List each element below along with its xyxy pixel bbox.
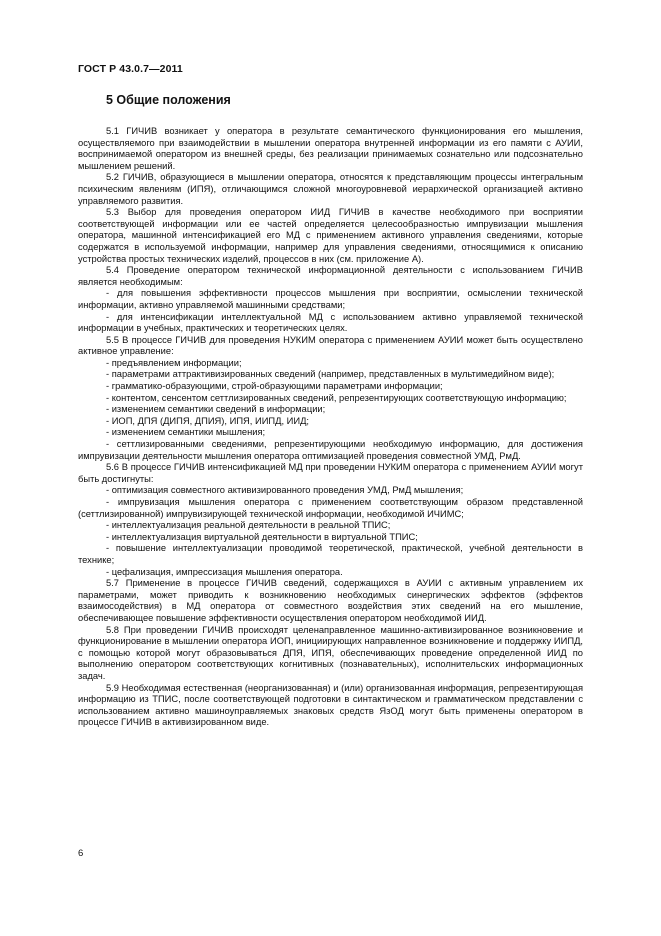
paragraph-5-2: 5.2 ГИЧИВ, образующиеся в мышлении оператора, относятся к представляющим процессы интегральным психическим явлениям (ИПЯ), отличающимся сложной многоуровневой иерархической организацией активно управляемого развития. bbox=[78, 172, 583, 206]
list-item: - для повышения эффективности процессов мышления при восприятии, осмыслении технической информации, активно управляемой машинными средствами; bbox=[78, 288, 583, 310]
list-item: - изменением семантики сведений в информации; bbox=[106, 404, 326, 415]
list-item: - грамматико-образующими, строй-образующими параметрами информации; bbox=[106, 381, 443, 392]
list-item: - цефализация, импрессизация мышления оператора. bbox=[106, 566, 343, 577]
list-item: - параметрами аттрактивизированных сведений (например, представленных в мультимедийном виде); bbox=[106, 369, 555, 380]
section-body bbox=[78, 126, 583, 729]
paragraph-5-7: 5.7 Применение в процессе ГИЧИВ сведений, содержащихся в АУИИ с активным управлением их параметрами, может приводить к возникновению необходимых синергических эффектов (эффектов взаимосодействия) в МД оператора от совместного воздействия этих сведений на его мышление, обеспечивающее повышение эффективности осуществления оператором необходимой ИИД. bbox=[78, 578, 583, 623]
paragraph-5-9: 5.9 Необходимая естественная (неорганизованная) и (или) организованная информация, репрезентирующая информацию из ТПИС, после соответствующей подготовки в синтактическом и грамматическом представлении с использованием активно машиноуправляемых знаковых средств ЯзОД могут быть применены оператором в процессе ГИЧИВ в активизированном виде. bbox=[78, 682, 583, 728]
list-item: - контентом, сенсентом сеттлизированных сведений, репрезентирующих соответствующую информацию; bbox=[106, 392, 567, 403]
list-item: - для интенсификации интеллектуальной МД с использованием активно управляемой технической информации в учебных, практических и теоретических целях. bbox=[78, 311, 583, 334]
list-item: - ИОП, ДПЯ (ДИПЯ, ДПИЯ), ИПЯ, ИИПД, ИИД; bbox=[106, 415, 310, 426]
list-item: - сеттлизированными сведениями, репрезентирующими необходимую информацию, для достижения импрувизации деятельности мышления оператора оптимизацией проведения совместной УМД, РмД. bbox=[78, 439, 583, 461]
list-item: - предъявлением информации; bbox=[106, 357, 242, 368]
page-number: 6 bbox=[78, 848, 84, 859]
list-item: - повышение интеллектуализации проводимой теоретической, практической, учебной деятельности в технике; bbox=[78, 543, 583, 565]
paragraph-5-4: 5.4 Проведение оператором технической информационной деятельности с использованием ГИЧИВ является необходимым: bbox=[78, 265, 583, 287]
paragraph-5-3: 5.3 Выбор для проведения оператором ИИД ГИЧИВ в качестве необходимого при восприятии соответствующей информации или ее частей определяется целесообразностью импрувизации мышления оператора, машинной интенсификацией его МД с применением активного управления сведениями, которые содержатся в используемой информации, например для управления сведениями, относящимися к описанию устройства простых технических изделий, процессов в них (см. приложение А). bbox=[78, 207, 583, 264]
list-item: - импрувизация мышления оператора с применением соответствующим образом представленной (сеттлизированной) импрувизирующей технической информации, необходимой ИЧИМС; bbox=[78, 497, 583, 519]
list-item: - изменением семантики мышления; bbox=[106, 427, 266, 438]
paragraph-5-5: 5.5 В процессе ГИЧИВ для проведения НУКИМ оператора с применением АУИИ может быть осуществлено активное управление: bbox=[78, 334, 583, 357]
list-item: - интеллектуализация реальной деятельности в реальной ТПИС; bbox=[106, 520, 391, 531]
paragraph-5-6: 5.6 В процессе ГИЧИВ интенсификацией МД при проведении НУКИМ оператора с применением АУИИ могут быть достигнуты: bbox=[78, 462, 583, 484]
document-code-header: ГОСТ Р 43.0.7—2011 bbox=[78, 63, 183, 75]
paragraph-5-1: 5.1 ГИЧИВ возникает у оператора в результате семантического функционирования его мышления, осуществляемого при взаимодействии в мышлении оператора внутренней информации из его памяти с АУИИ, воспринимаемой оператором из внешней среды, без реализации принимаемых сознательно или подсознательно мышлением решений. bbox=[78, 126, 583, 171]
paragraph-5-8: 5.8 При проведении ГИЧИВ происходят целенаправленное машинно-активизированное возникновение и функционирование в мышлении оператора ИОП, инициирующих направленное возникновение и поддержку ИИПД, с помощью которой могут образовываться ДПЯ, ИПЯ, обеспечивающих проведение определенной ИИД по выполнению оператором соответствующих когнитивных (познавательных), исполнительских информационных задач. bbox=[78, 624, 583, 681]
section-title: 5 Общие положения bbox=[106, 93, 231, 107]
list-item: - оптимизация совместного активизированного проведения УМД, РмД мышления; bbox=[106, 485, 464, 496]
list-item: - интеллектуализация виртуальной деятельности в виртуальной ТПИС; bbox=[106, 531, 418, 542]
